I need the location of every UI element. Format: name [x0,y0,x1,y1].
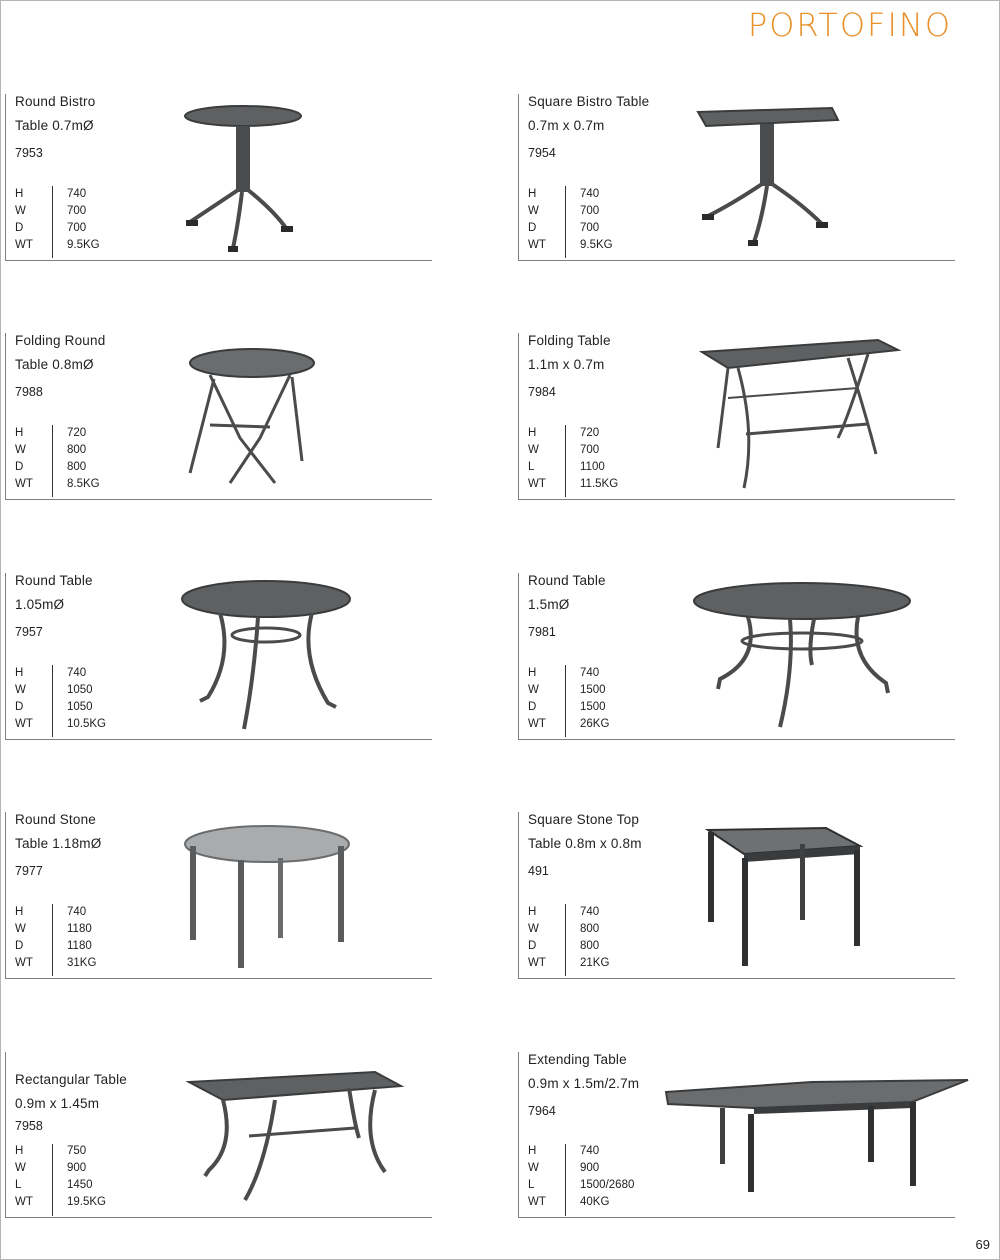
spec-row [528,236,638,253]
spec-value: 740 [580,187,600,200]
product-name-line2: Table 0.8mØ [15,357,94,372]
spec-key: H [15,1144,24,1157]
product-name-line1: Square Stone Top [528,812,640,827]
spec-key: H [528,905,537,918]
spec-key: W [528,683,539,696]
spec-key: WT [528,477,546,490]
spec-value: 9.5KG [580,238,613,251]
spec-key: D [15,700,24,713]
spec-key: H [528,666,537,679]
folding-round-table-image [180,343,320,491]
spec-key: L [15,1178,22,1191]
spec-key: W [15,683,26,696]
spec-row [528,664,638,681]
product-name-line1: Extending Table [528,1052,627,1067]
rectangular-table-image [185,1066,405,1204]
spec-key: W [528,922,539,935]
spec-row [528,458,638,475]
product-name-line2: Table 1.18mØ [15,836,102,851]
spec-row [528,441,638,458]
specs-table [15,185,125,253]
spec-value: 1500 [580,683,606,696]
spec-row [15,954,125,971]
spec-key: WT [528,238,546,251]
product-name-line1: Round Table [15,573,93,588]
product-name-line1: Round Table [528,573,606,588]
spec-value: 900 [580,1161,600,1174]
extending-table-image [662,1074,970,1196]
spec-row [15,202,125,219]
spec-value: 1050 [67,700,93,713]
specs-table [528,903,638,971]
spec-key: W [15,443,26,456]
spec-row [15,185,125,202]
spec-key: W [15,1161,26,1174]
spec-row [528,219,638,236]
spec-value: 26KG [580,717,610,730]
spec-value: 1050 [67,683,93,696]
spec-value: 700 [580,443,600,456]
spec-key: D [15,460,24,473]
spec-value: 700 [580,204,600,217]
specs-table [528,185,638,253]
spec-row [15,903,125,920]
spec-value: 10.5KG [67,717,106,730]
spec-key: W [15,204,26,217]
spec-row [528,903,638,920]
spec-key: H [15,187,24,200]
spec-row [15,424,125,441]
spec-value: 720 [67,426,87,439]
spec-value: 700 [67,221,87,234]
spec-key: W [528,443,539,456]
spec-row [15,715,125,732]
spec-value: 1500/2680 [580,1178,635,1191]
spec-value: 800 [580,939,600,952]
spec-key: D [15,221,24,234]
spec-row [528,1176,638,1193]
spec-row [15,698,125,715]
spec-key: D [528,700,537,713]
product-name-line2: 1.05mØ [15,597,65,612]
spec-value: 800 [67,443,87,456]
spec-row [15,1142,125,1159]
spec-value: 31KG [67,956,97,969]
spec-key: W [528,1161,539,1174]
spec-value: 740 [67,666,87,679]
spec-value: 740 [67,905,87,918]
product-code: 7984 [528,385,556,399]
product-code: 7957 [15,625,43,639]
spec-key: H [15,905,24,918]
spec-key: D [528,221,537,234]
spec-row [528,954,638,971]
spec-value: 19.5KG [67,1195,106,1208]
specs-table [528,424,638,492]
spec-value: 740 [580,666,600,679]
spec-key: WT [528,956,546,969]
square-stone-table-image [700,824,864,970]
specs-table [15,664,125,732]
product-name-line1: Round Stone [15,812,97,827]
spec-value: 40KG [580,1195,610,1208]
spec-key: D [15,939,24,952]
spec-row [528,715,638,732]
spec-key: WT [15,717,33,730]
spec-row [15,441,125,458]
spec-value: 1500 [580,700,606,713]
spec-key: WT [528,1195,546,1208]
product-code: 7988 [15,385,43,399]
product-code: 7981 [528,625,556,639]
round-stone-table-image [182,824,352,972]
spec-value: 800 [67,460,87,473]
spec-value: 1180 [67,939,92,952]
spec-value: 700 [580,221,600,234]
spec-key: WT [15,956,33,969]
round-table-image [178,577,353,735]
spec-row [15,1176,125,1193]
product-code: 7954 [528,146,556,160]
product-code: 7953 [15,146,43,160]
product-name-line2: 0.9m x 1.45m [15,1096,100,1111]
spec-row [528,937,638,954]
spec-row [528,1193,638,1210]
spec-key: W [528,204,539,217]
product-name-line2: Table 0.7mØ [15,118,94,133]
spec-value: 9.5KG [67,238,100,251]
product-name-line2: 1.1m x 0.7m [528,357,605,372]
spec-row [528,920,638,937]
spec-value: 1180 [67,922,92,935]
spec-value: 1100 [580,460,605,473]
spec-key: D [528,939,537,952]
spec-row [528,202,638,219]
spec-key: H [528,426,537,439]
spec-row [15,920,125,937]
spec-row [15,219,125,236]
spec-row [528,475,638,492]
spec-key: L [528,460,535,473]
spec-value: 740 [580,1144,600,1157]
spec-key: H [15,666,24,679]
specs-table [528,664,638,732]
spec-value: 21KG [580,956,610,969]
spec-value: 740 [580,905,600,918]
round-bistro-table-image [178,100,308,255]
spec-key: H [15,426,24,439]
spec-key: W [15,922,26,935]
spec-key: WT [528,717,546,730]
spec-row [15,681,125,698]
spec-value: 750 [67,1144,87,1157]
product-name-line1: Square Bistro Table [528,94,650,109]
spec-value: 700 [67,204,87,217]
spec-value: 900 [67,1161,87,1174]
specs-table [528,1142,638,1210]
product-code: 7964 [528,1104,556,1118]
spec-value: 740 [67,187,87,200]
product-name-line2: 1.5mØ [528,597,570,612]
specs-table [15,903,125,971]
specs-table [15,424,125,492]
spec-value: 720 [580,426,600,439]
brand-title: PORTOFINO [747,6,952,44]
spec-row [528,185,638,202]
spec-row [15,458,125,475]
spec-row [528,424,638,441]
spec-row [15,664,125,681]
product-name-line2: 0.9m x 1.5m/2.7m [528,1076,640,1091]
spec-row [528,681,638,698]
spec-row [528,1142,638,1159]
product-name-line1: Folding Table [528,333,611,348]
product-name-line1: Folding Round [15,333,106,348]
folding-table-image [698,338,902,493]
spec-row [528,698,638,715]
spec-key: L [528,1178,535,1191]
spec-key: WT [15,1195,33,1208]
spec-key: H [528,187,537,200]
spec-key: H [528,1144,537,1157]
product-name-line1: Rectangular Table [15,1072,127,1087]
spec-row [15,475,125,492]
specs-table [15,1142,125,1210]
square-bistro-table-image [692,104,842,250]
spec-row [15,236,125,253]
spec-row [528,1159,638,1176]
spec-row [15,1159,125,1176]
spec-value: 1450 [67,1178,93,1191]
product-name-line2: Table 0.8m x 0.8m [528,836,642,851]
product-code: 7958 [15,1119,43,1133]
spec-row [15,937,125,954]
spec-row [15,1193,125,1210]
spec-value: 8.5KG [67,477,100,490]
spec-key: WT [15,477,33,490]
spec-key: WT [15,238,33,251]
product-name-line2: 0.7m x 0.7m [528,118,605,133]
spec-value: 800 [580,922,600,935]
product-code: 7977 [15,864,43,878]
spec-value: 11.5KG [580,477,619,490]
page-number: 69 [975,1237,990,1252]
product-code: 491 [528,864,549,878]
product-name-line1: Round Bistro [15,94,96,109]
round-table-large-image [690,579,915,734]
